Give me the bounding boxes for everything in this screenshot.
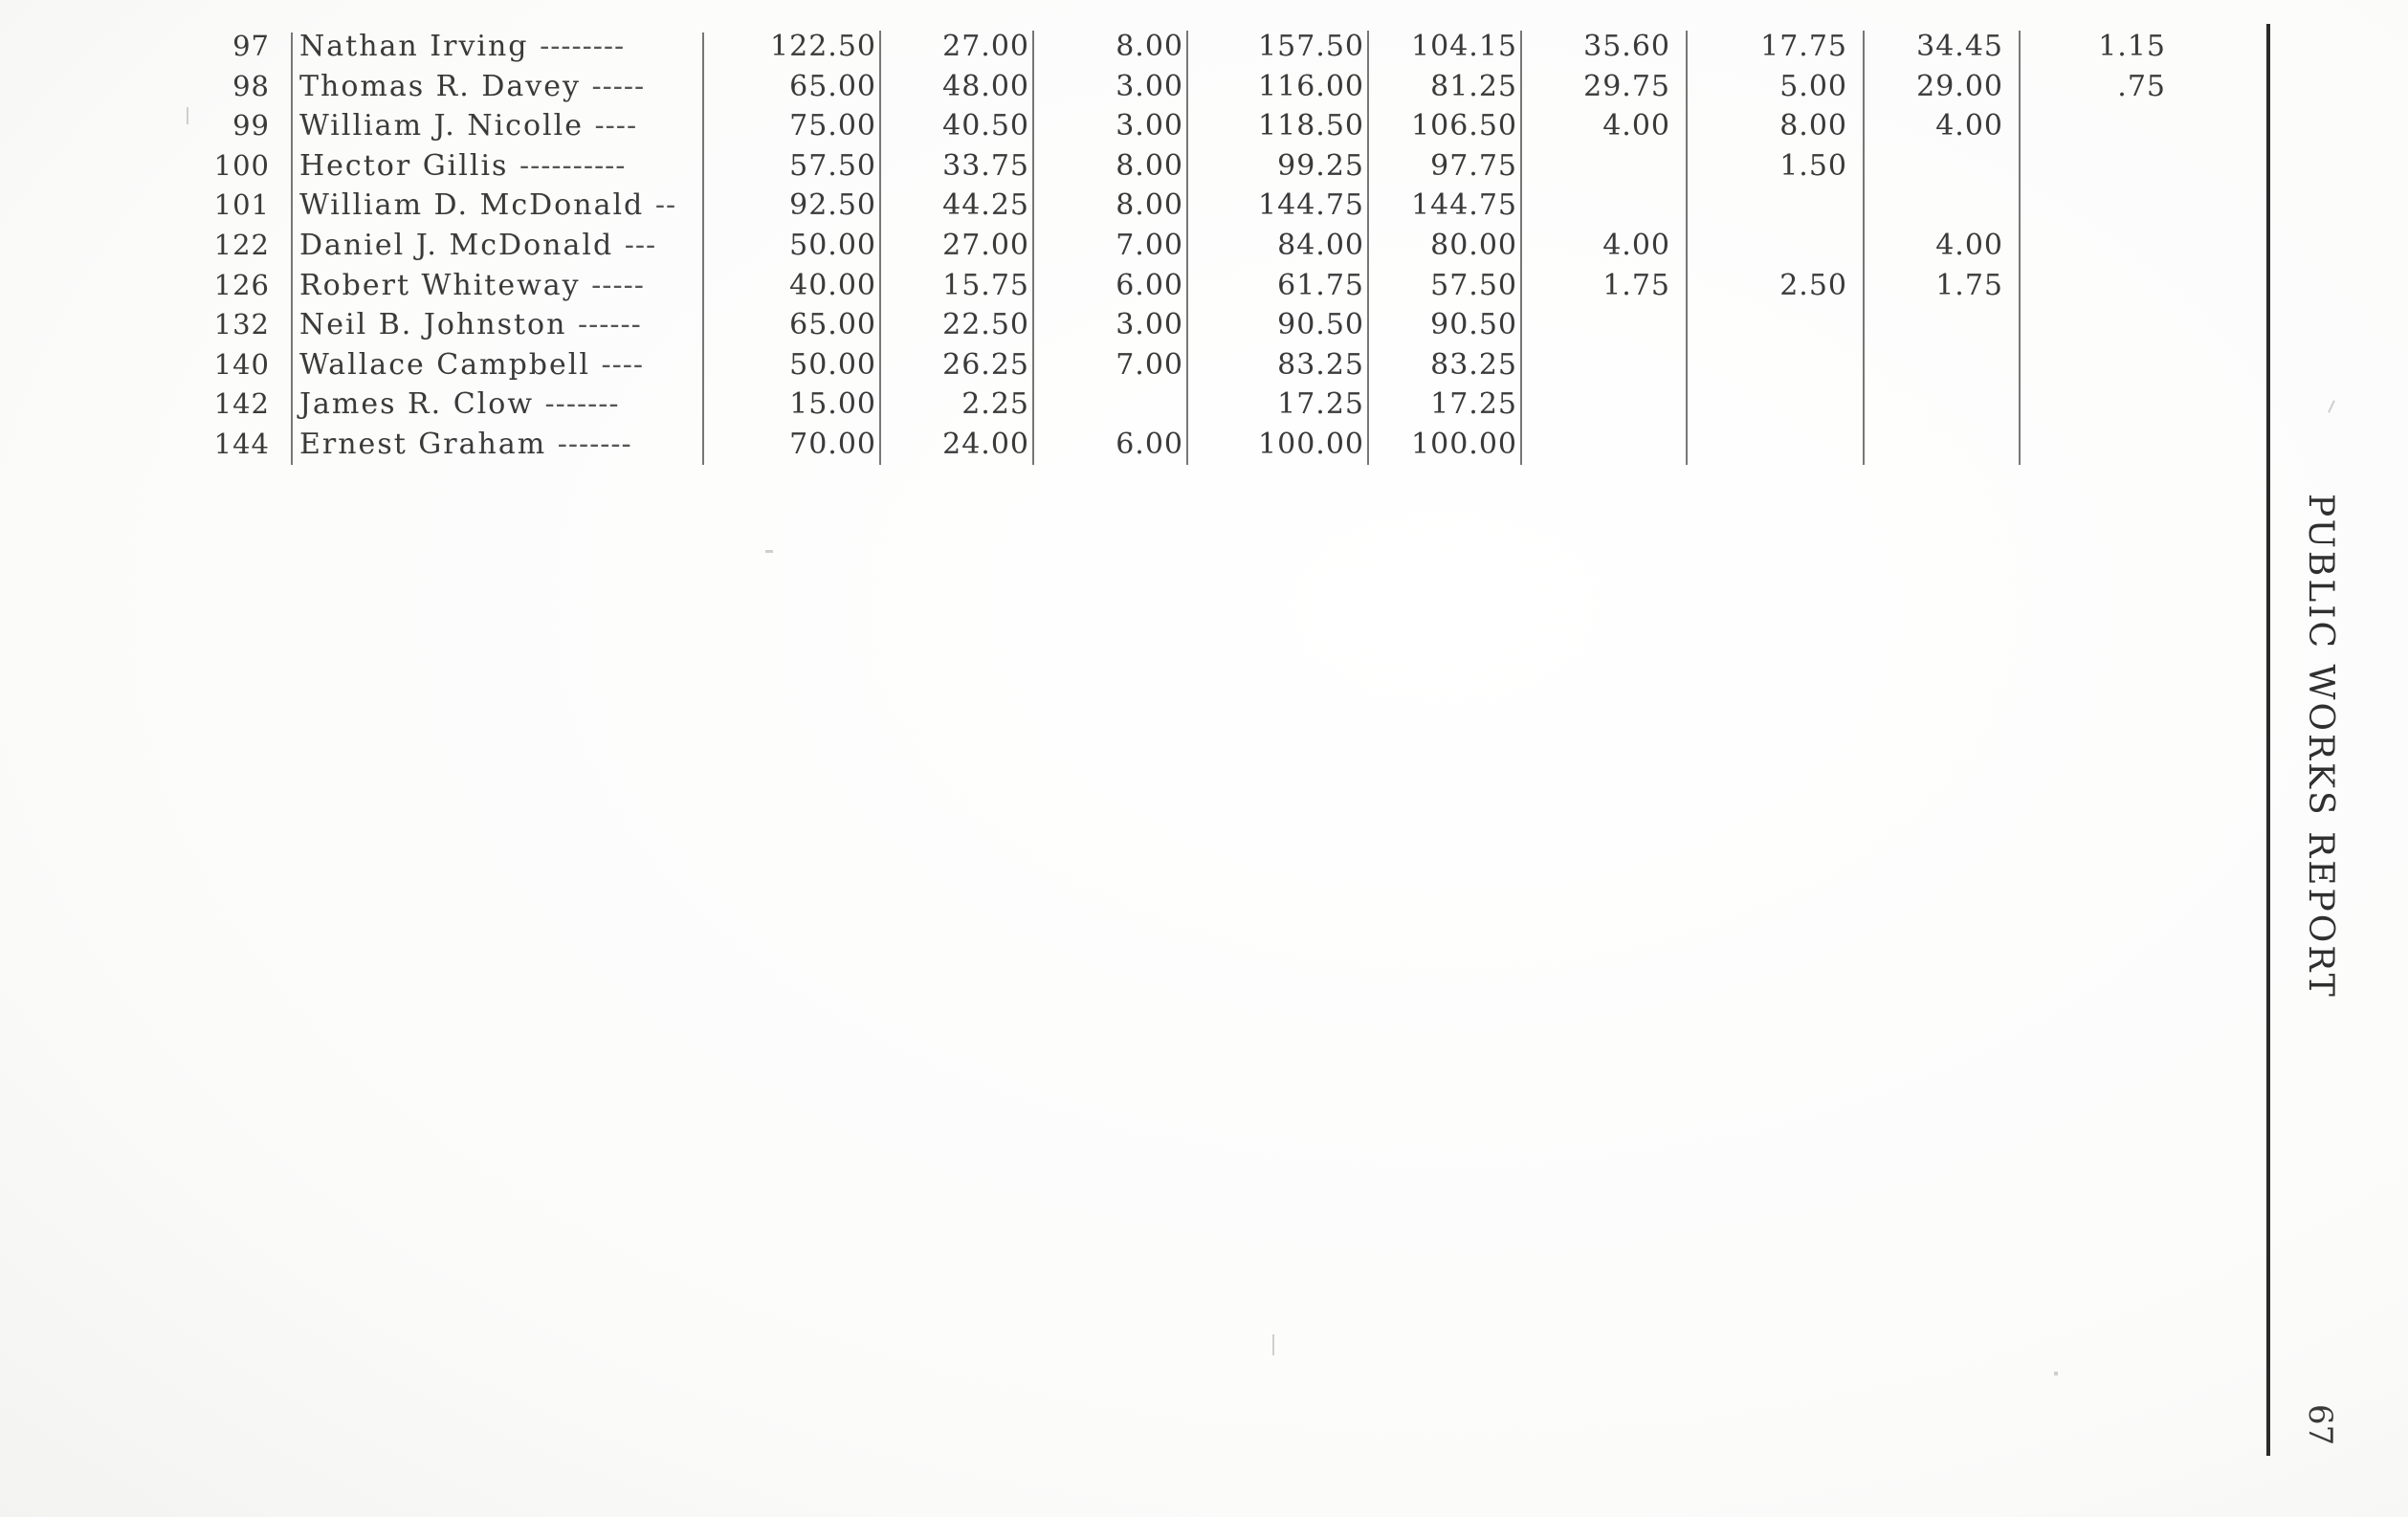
amount-c6 [1546, 146, 1670, 187]
amount-c9 [2042, 425, 2166, 465]
table-row [191, 106, 2220, 146]
column-rule [879, 31, 881, 465]
employee-name: William J. Nicolle [299, 109, 584, 143]
amount-c1: 50.00 [789, 228, 876, 262]
dot-leader: ---- [594, 109, 638, 143]
table-row [191, 226, 2220, 266]
employee-name: Ernest Graham [299, 427, 547, 461]
amount-c8 [1879, 425, 2003, 465]
row-number: 144 [213, 427, 270, 460]
amount-c3: 7.00 [1116, 228, 1183, 262]
amount-c3: 3.00 [1116, 308, 1183, 342]
scan-speck [1272, 1334, 1274, 1355]
amount-c6: 29.75 [1583, 69, 1670, 103]
amount-c8: 4.00 [1935, 109, 2003, 143]
employee-name: Thomas R. Davey [299, 69, 581, 103]
amount-c9 [2042, 186, 2166, 226]
amount-c4: 83.25 [1277, 347, 1364, 382]
scan-speck [2054, 1372, 2058, 1375]
dot-leader: -------- [540, 30, 626, 63]
amount-c6 [1546, 425, 1670, 465]
amount-c4: 100.00 [1258, 427, 1364, 461]
amount-c4: 17.25 [1277, 387, 1364, 422]
amount-c3: 3.00 [1116, 109, 1183, 143]
amount-c1: 40.00 [789, 268, 876, 302]
amount-c1: 15.00 [789, 387, 876, 422]
column-rule [1686, 31, 1688, 465]
amount-c7 [1723, 345, 1847, 385]
amount-c6: 1.75 [1602, 268, 1670, 302]
amount-c8 [1879, 146, 2003, 187]
dot-leader: ------ [577, 308, 642, 342]
amount-c8 [1879, 305, 2003, 345]
amount-c4: 90.50 [1277, 308, 1364, 342]
amount-c2: 2.25 [961, 387, 1029, 422]
amount-c3: 7.00 [1116, 347, 1183, 382]
amount-c2: 40.50 [942, 109, 1029, 143]
row-number: 97 [232, 30, 270, 62]
employee-name: Hector Gillis [299, 148, 509, 183]
scan-speck [187, 107, 188, 124]
amount-c5: 97.75 [1430, 148, 1517, 183]
amount-c3: 8.00 [1116, 188, 1183, 223]
amount-c2: 24.00 [942, 427, 1029, 461]
employee-name: Robert Whiteway [299, 268, 581, 302]
amount-c2: 15.75 [942, 268, 1029, 302]
amount-c5: 144.75 [1411, 188, 1517, 223]
amount-c8 [1879, 345, 2003, 385]
amount-c1: 65.00 [789, 308, 876, 342]
dot-leader: ------- [557, 427, 632, 461]
amount-c7 [1723, 226, 1847, 266]
amount-c1: 122.50 [770, 30, 876, 63]
amount-c4: 61.75 [1277, 268, 1364, 302]
table-row [191, 27, 2220, 67]
amount-c1: 75.00 [789, 109, 876, 143]
amount-c6: 35.60 [1583, 30, 1670, 63]
amount-c3: 3.00 [1116, 69, 1183, 103]
row-number: 122 [213, 228, 270, 261]
row-number: 132 [213, 308, 270, 341]
table-row [191, 345, 2220, 385]
column-rule [1863, 31, 1865, 465]
amount-c9 [2042, 106, 2166, 146]
dot-leader: -- [654, 188, 677, 223]
row-number: 98 [232, 69, 270, 102]
amount-c8 [1879, 385, 2003, 425]
amount-c7 [1723, 425, 1847, 465]
amount-c4: 84.00 [1277, 228, 1364, 262]
running-head: PUBLIC WORKS REPORT [2301, 493, 2340, 1000]
amount-c5: 17.25 [1430, 387, 1517, 422]
table-row [191, 305, 2220, 345]
table-row [191, 385, 2220, 425]
amount-c1: 50.00 [789, 347, 876, 382]
amount-c5: 81.25 [1430, 69, 1517, 103]
row-number: 101 [213, 188, 270, 222]
employee-name: Daniel J. McDonald [299, 228, 614, 262]
table-row [191, 186, 2220, 226]
amount-c5: 83.25 [1430, 347, 1517, 382]
amount-c8: 4.00 [1935, 228, 2003, 262]
column-rule [1520, 31, 1522, 465]
employee-name: William D. McDonald [299, 188, 645, 223]
amount-c9: 1.15 [2098, 30, 2166, 63]
amount-c5: 90.50 [1430, 308, 1517, 342]
amount-c4: 144.75 [1258, 188, 1364, 223]
amount-c8 [1879, 186, 2003, 226]
amount-c9 [2042, 266, 2166, 306]
amount-c5: 106.50 [1411, 109, 1517, 143]
amount-c2: 22.50 [942, 308, 1029, 342]
amount-c4: 99.25 [1277, 148, 1364, 183]
table-row [191, 266, 2220, 306]
dot-leader: ---- [601, 347, 645, 382]
amount-c2: 27.00 [942, 228, 1029, 262]
amount-c7 [1723, 385, 1847, 425]
amount-c1: 65.00 [789, 69, 876, 103]
amount-c1: 70.00 [789, 427, 876, 461]
amount-c1: 57.50 [789, 148, 876, 183]
employee-name: Nathan Irving [299, 30, 529, 63]
amount-c9 [2042, 385, 2166, 425]
amount-c2: 33.75 [942, 148, 1029, 183]
amount-c3 [1059, 385, 1183, 425]
amount-c8: 29.00 [1916, 69, 2003, 103]
amount-c4: 116.00 [1258, 69, 1364, 103]
amount-c5: 57.50 [1430, 268, 1517, 302]
row-number: 126 [213, 268, 270, 301]
amount-c9 [2042, 226, 2166, 266]
amount-c3: 8.00 [1116, 30, 1183, 63]
page-edge-rule [2266, 24, 2270, 1456]
table-row [191, 146, 2220, 187]
amount-c9 [2042, 146, 2166, 187]
amount-c4: 118.50 [1258, 109, 1364, 143]
column-rule [1367, 31, 1369, 465]
row-number: 99 [232, 109, 270, 143]
employee-name: Wallace Campbell [299, 347, 590, 382]
column-rule [1186, 31, 1188, 465]
amount-c3: 6.00 [1116, 427, 1183, 461]
dot-leader: ----- [591, 268, 645, 302]
column-rule [2019, 31, 2021, 465]
amount-c7: 5.00 [1779, 69, 1847, 103]
amount-c7: 2.50 [1779, 268, 1847, 302]
column-rule [291, 33, 293, 465]
amount-c6: 4.00 [1602, 228, 1670, 262]
amount-c9: .75 [2117, 69, 2166, 103]
table-row [191, 67, 2220, 107]
amount-c9 [2042, 305, 2166, 345]
amount-c2: 27.00 [942, 30, 1029, 63]
scan-speck [2328, 400, 2335, 413]
amount-c1: 92.50 [789, 188, 876, 223]
amount-c4: 157.50 [1258, 30, 1364, 63]
ledger-table [191, 27, 2220, 465]
dot-leader: ------- [544, 387, 620, 422]
amount-c5: 80.00 [1430, 228, 1517, 262]
table-row [191, 425, 2220, 465]
employee-name: Neil B. Johnston [299, 308, 567, 342]
dot-leader: ---------- [519, 148, 627, 183]
scan-speck [765, 550, 773, 553]
amount-c6 [1546, 305, 1670, 345]
amount-c9 [2042, 345, 2166, 385]
amount-c8: 1.75 [1935, 268, 2003, 302]
page-number: 67 [2301, 1404, 2339, 1446]
amount-c6 [1546, 385, 1670, 425]
row-number: 100 [213, 148, 270, 182]
column-rule [1032, 31, 1034, 465]
amount-c7 [1723, 305, 1847, 345]
amount-c5: 100.00 [1411, 427, 1517, 461]
amount-c6: 4.00 [1602, 109, 1670, 143]
amount-c5: 104.15 [1411, 30, 1517, 63]
amount-c8: 34.45 [1916, 30, 2003, 63]
employee-name: James R. Clow [299, 387, 534, 422]
amount-c7: 1.50 [1779, 148, 1847, 183]
amount-c3: 8.00 [1116, 148, 1183, 183]
amount-c2: 44.25 [942, 188, 1029, 223]
row-number: 142 [213, 387, 270, 421]
amount-c6 [1546, 345, 1670, 385]
amount-c7 [1723, 186, 1847, 226]
column-rule [702, 33, 704, 465]
row-number: 140 [213, 347, 270, 381]
amount-c7: 8.00 [1779, 109, 1847, 143]
amount-c6 [1546, 186, 1670, 226]
dot-leader: ----- [591, 69, 646, 103]
dot-leader: --- [624, 228, 657, 262]
amount-c2: 26.25 [942, 347, 1029, 382]
amount-c3: 6.00 [1116, 268, 1183, 302]
amount-c2: 48.00 [942, 69, 1029, 103]
amount-c7: 17.75 [1760, 30, 1847, 63]
